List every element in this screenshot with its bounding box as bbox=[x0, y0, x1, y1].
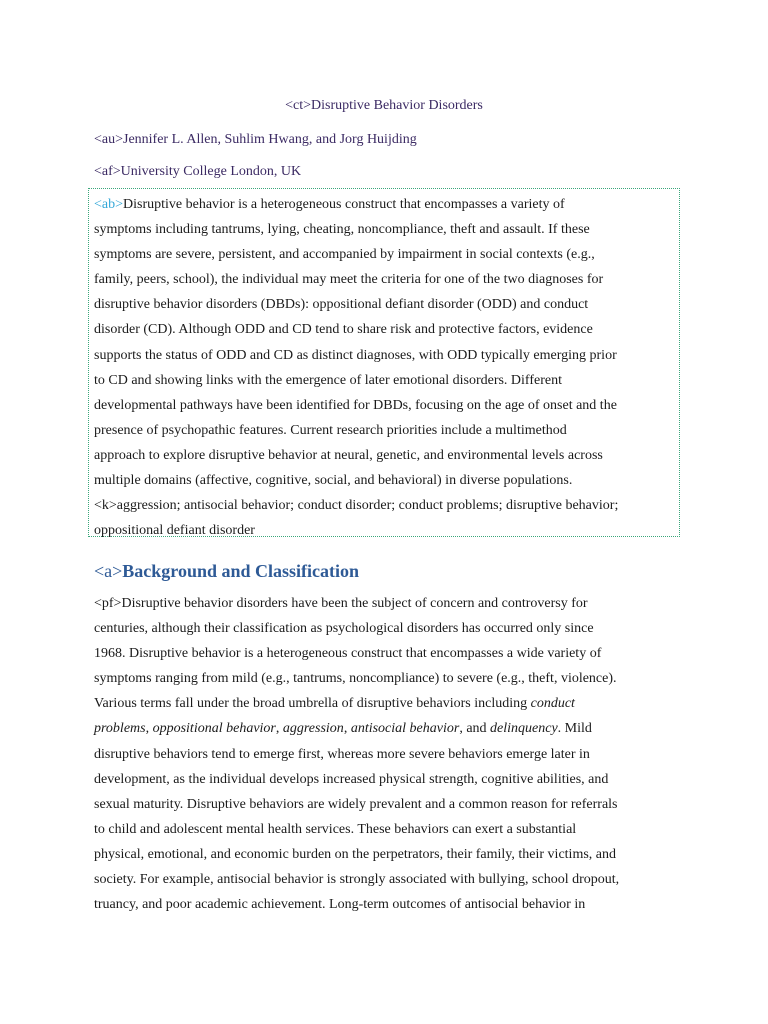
abstract-line: approach to explore disruptive behavior at neural, genetic, and environmental levels across bbox=[94, 447, 603, 463]
abstract-line bbox=[94, 192, 679, 217]
separator: , bbox=[343, 721, 351, 737]
body-line: society. For example, antisocial behavior is strongly associated with bullying, school dropout, bbox=[94, 872, 620, 888]
body-line bbox=[94, 716, 678, 741]
keywords-line: oppositional defiant disorder bbox=[94, 523, 255, 539]
term-conduct: conduct bbox=[530, 696, 575, 712]
body-line: development, as the individual develops increased physical strength, cognitive abilities, and bbox=[94, 771, 609, 787]
term-oppositional-behavior: oppositional behavior bbox=[152, 721, 276, 737]
body-paragraph bbox=[94, 591, 678, 917]
term-problems: problems bbox=[94, 721, 146, 737]
abstract-line: disorder (CD). Although ODD and CD tend to share risk and protective factors, evidence bbox=[94, 322, 593, 338]
author-affiliation: <af>University College London, UK bbox=[94, 164, 302, 179]
body-line: symptoms ranging from mild (e.g., tantrums, noncompliance) to severe (e.g., theft, violence). bbox=[94, 671, 617, 687]
abstract-line: supports the status of ODD and CD as distinct diagnoses, with ODD typically emerging prior bbox=[94, 347, 617, 363]
abstract-box bbox=[88, 188, 680, 537]
body-line: physical, emotional, and economic burden on the perpetrators, their family, their victims, and bbox=[94, 846, 616, 862]
section-heading bbox=[94, 561, 359, 582]
body-line: truancy, and poor academic achievement. Long-term outcomes of antisocial behavior in bbox=[94, 897, 586, 913]
abstract-line: developmental pathways have been identified for DBDs, focusing on the age of onset and the bbox=[94, 397, 617, 413]
keywords-line: <k>aggression; antisocial behavior; conduct disorder; conduct problems; disruptive behavior; bbox=[94, 498, 619, 514]
body-line: sexual maturity. Disruptive behaviors are widely prevalent and a common reason for referrals bbox=[94, 796, 618, 812]
abstract-line: family, peers, school), the individual may meet the criteria for one of the two diagnoses for bbox=[94, 272, 604, 288]
abstract-tag: <ab> bbox=[94, 197, 124, 212]
body-line: <pf>Disruptive behavior disorders have been the subject of concern and controversy for bbox=[94, 596, 588, 611]
body-line: 1968. Disruptive behavior is a heterogeneous construct that encompasses a wide variety of bbox=[94, 646, 602, 662]
abstract-line: disruptive behavior disorders (DBDs): oppositional defiant disorder (ODD) and conduct bbox=[94, 297, 589, 313]
abstract-line: symptoms are severe, persistent, and accompanied by impairment in social contexts (e.g., bbox=[94, 247, 595, 263]
term-delinquency: delinquency bbox=[490, 721, 558, 737]
body-line: to child and adolescent mental health services. These behaviors can exert a substantial bbox=[94, 821, 577, 837]
body-line bbox=[94, 691, 678, 716]
abstract-line: symptoms including tantrums, lying, cheating, noncompliance, theft and assault. If these bbox=[94, 222, 590, 238]
body-text: Various terms fall under the broad umbrella of disruptive behaviors including bbox=[94, 696, 528, 712]
abstract-line: presence of psychopathic features. Current research priorities include a multimethod bbox=[94, 422, 567, 438]
abstract-text: Disruptive behavior is a heterogeneous construct that encompasses a variety of bbox=[123, 197, 565, 212]
abstract-line: to CD and showing links with the emergence of later emotional disorders. Different bbox=[94, 372, 562, 388]
author-list: <au>Jennifer L. Allen, Suhlim Hwang, and Jorg Huijding bbox=[94, 132, 417, 147]
separator: , bbox=[275, 721, 283, 737]
section-heading-text: Background and Classification bbox=[122, 561, 360, 581]
chapter-title: <ct>Disruptive Behavior Disorders bbox=[285, 98, 483, 113]
body-line: centuries, although their classification as psychological disorders has occurred only since bbox=[94, 621, 594, 637]
body-text: . Mild bbox=[557, 721, 592, 737]
term-antisocial-behavior: antisocial behavior bbox=[350, 721, 460, 737]
separator: , bbox=[145, 721, 153, 737]
term-aggression: aggression bbox=[282, 721, 344, 737]
section-tag: <a> bbox=[94, 561, 123, 581]
abstract-line: multiple domains (affective, cognitive, social, and behavioral) in diverse populations. bbox=[94, 473, 573, 489]
body-line: disruptive behaviors tend to emerge first, whereas more severe behaviors emerge later in bbox=[94, 746, 590, 762]
separator: , and bbox=[459, 721, 491, 737]
